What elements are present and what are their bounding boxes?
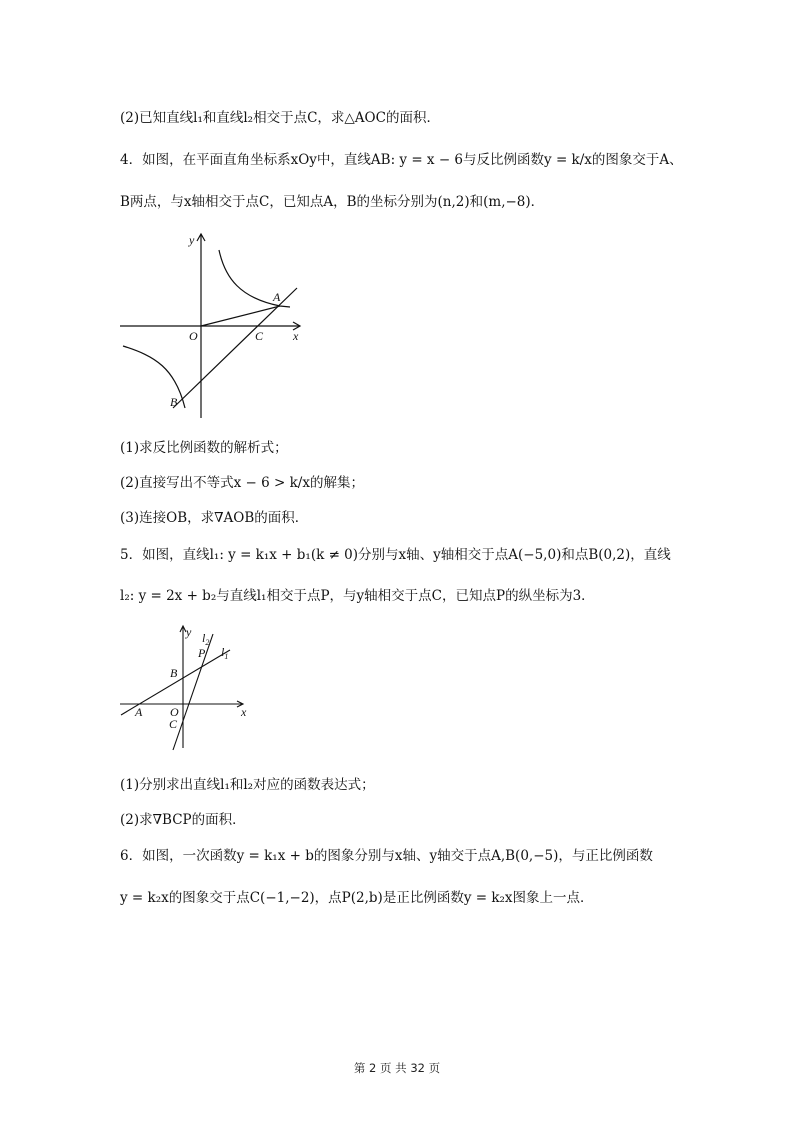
page-footer: 第 2 页 共 32 页 [353, 1061, 441, 1075]
question3-part2: (2)已知直线l₁和直线l₂相交于点C，求△AOC的面积． [120, 110, 440, 126]
label-x: x [241, 705, 247, 719]
label-c: C [255, 329, 264, 343]
question4-part3: (3)连接OB，求∇AOB的面积． [120, 510, 309, 526]
question5-part2: (2)求∇BCP的面积． [120, 812, 246, 828]
question5-stem-line1: 5．如图，直线l₁: y = k₁x + b₁(k ≠ 0)分别与x轴、y轴相交于点A(−5,0)和点B(0,2)，直线 [120, 547, 671, 563]
label-b: B [170, 395, 178, 409]
question5-stem-line2: l₂: y = 2x + b₂与直线l₁相交于点P，与y轴相交于点C，已知点P的纵坐标为3． [120, 588, 595, 604]
label-a: A [135, 705, 143, 719]
label-l2: $l_2$ [202, 631, 210, 647]
label-y: y [186, 625, 192, 639]
question4-part2: (2)直接写出不等式x − 6 > k/x的解集； [120, 475, 364, 491]
question5-part1: (1)分别求出直线l₁和l₂对应的函数表达式； [120, 777, 375, 793]
figure-two-lines [115, 620, 255, 755]
label-c: C [169, 717, 178, 731]
line-l2 [173, 634, 213, 750]
label-p: P [198, 646, 206, 660]
question4-part1: (1)求反比例函数的解析式； [120, 440, 288, 456]
label-o: O [189, 329, 198, 343]
label-b: B [170, 666, 178, 680]
figure-hyperbola-line [115, 228, 315, 423]
question6-stem-line1: 6．如图，一次函数y = k₁x + b的图象分别与x轴、y轴交于点A,B(0,−5)，与正比例函数 [120, 848, 653, 864]
question6-stem-line2: y = k₂x的图象交于点C(−1,−2)，点P(2,b)是正比例函数y = k₂x图象上一点． [120, 890, 594, 906]
label-x: x [293, 329, 299, 343]
label-l1: $l_1$ [221, 645, 229, 661]
label-a: A [273, 290, 281, 304]
label-y: y [189, 233, 195, 247]
question4-stem-line2: B两点，与x轴相交于点C，已知点A，B的坐标分别为(n,2)和(m,−8)． [120, 194, 545, 210]
question4-stem-line1: 4．如图，在平面直角坐标系xOy中，直线AB: y = x − 6与反比例函数y = k/x的图象交于A、 [120, 152, 683, 168]
label-o: O [170, 705, 179, 719]
